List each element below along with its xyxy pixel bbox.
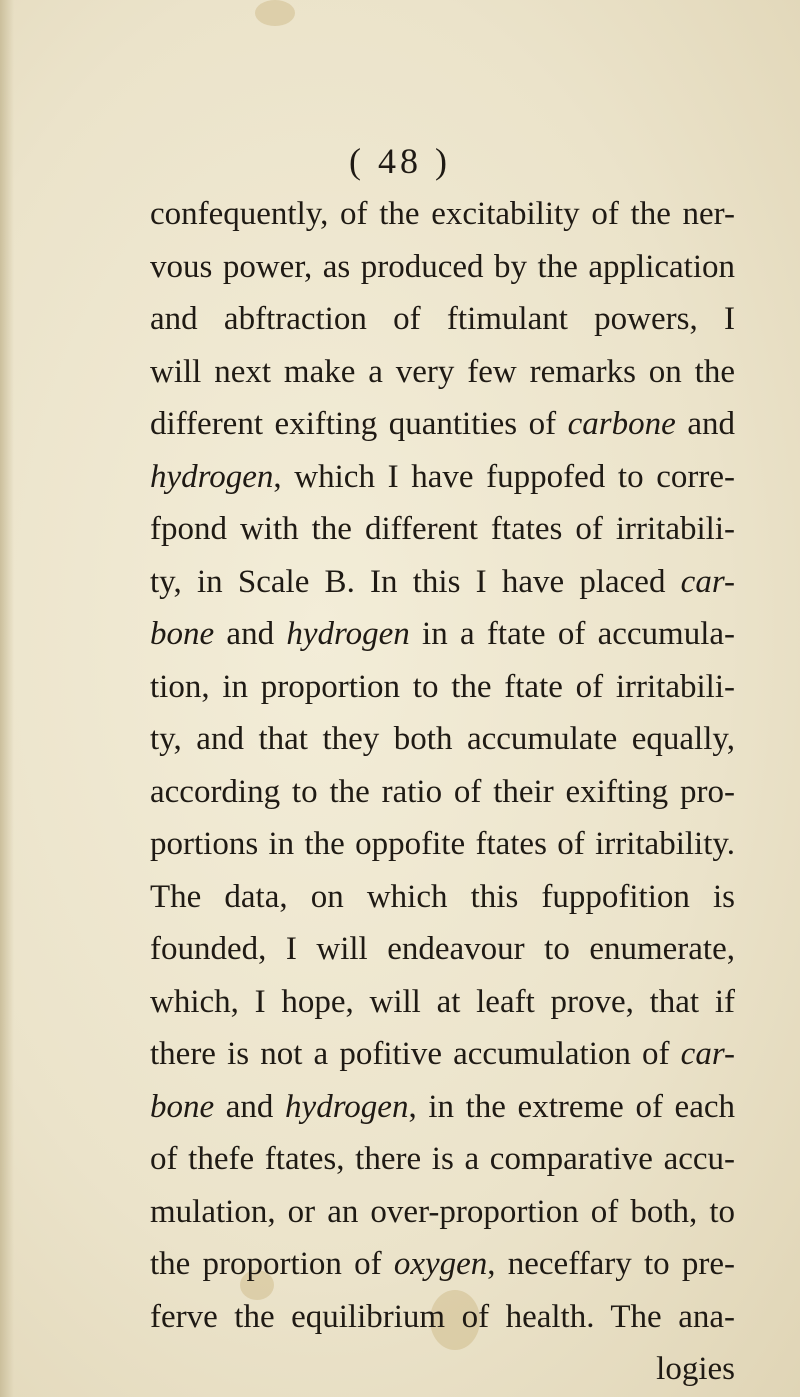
text-line	[150, 398, 735, 451]
text-line	[150, 871, 735, 924]
text-segment: founded, I will endeavour to enumerate,	[150, 931, 735, 967]
text-segment: and	[214, 1088, 286, 1125]
text-line	[150, 1238, 735, 1291]
text-segment: there is not a pofitive accumulation of	[150, 1036, 681, 1072]
italic-term: car-	[680, 563, 735, 600]
italic-term: car-	[680, 1036, 735, 1072]
text-segment: according to the ratio of their exifting pro-	[150, 773, 735, 810]
italic-term: hydrogen	[150, 458, 274, 495]
text-line	[150, 1028, 735, 1081]
text-line	[150, 503, 735, 556]
text-segment: vous power, as produced by the application	[150, 248, 735, 285]
text-segment: confequently, of the excitability of the ner-	[150, 196, 735, 232]
page-number: ( 48 )	[349, 141, 451, 181]
text-line	[150, 818, 735, 871]
text-line	[150, 1081, 735, 1134]
italic-term: oxygen	[393, 1246, 488, 1282]
text-line	[150, 188, 735, 241]
text-line	[150, 608, 735, 661]
text-segment: ty, in Scale B. In this I have placed	[150, 563, 681, 600]
text-line	[150, 451, 735, 504]
text-segment: The data, on which this fuppofition is	[150, 878, 735, 915]
text-line	[150, 976, 735, 1029]
text-segment: portions in the oppofite ftates of irritability.	[150, 826, 735, 862]
text-line	[150, 661, 735, 714]
text-segment: which, I hope, will at leaft prove, that if	[150, 983, 735, 1020]
text-segment: , neceffary to pre-	[487, 1246, 735, 1282]
text-line	[150, 1186, 735, 1239]
text-segment: , which I have fuppofed to corre-	[273, 458, 735, 495]
italic-term: hydrogen	[285, 1088, 409, 1125]
text-segment: mulation, or an over-proportion of both, to	[150, 1193, 735, 1230]
text-line	[150, 1133, 735, 1186]
text-segment: the proportion of	[150, 1246, 394, 1282]
text-segment: , in the extreme of each	[408, 1088, 735, 1125]
text-segment: of thefe ftates, there is a comparative accu-	[150, 1141, 735, 1177]
text-line	[150, 923, 735, 976]
text-segment: ferve the equilibrium of health. The ana-	[150, 1298, 735, 1335]
text-line	[150, 713, 735, 766]
text-segment: and	[675, 406, 735, 442]
italic-term: carbone	[567, 406, 676, 442]
text-segment: fpond with the different ftates of irritabili-	[150, 511, 735, 547]
italic-term: bone	[150, 1088, 215, 1125]
text-line	[150, 556, 735, 609]
text-line	[150, 766, 735, 819]
text-segment: and abftraction of ftimulant powers, I	[150, 301, 735, 337]
text-segment: different exifting quantities of	[150, 406, 568, 442]
text-segment: and	[214, 616, 287, 652]
italic-term: bone	[150, 616, 215, 652]
italic-term: hydrogen	[286, 616, 410, 652]
page-edge-shadow	[0, 0, 14, 1397]
text-segment: will next make a very few remarks on the	[150, 353, 735, 390]
body-text	[150, 188, 735, 1396]
text-line	[150, 1291, 735, 1344]
text-segment: in a ftate of accumula-	[409, 616, 735, 652]
text-line	[150, 293, 735, 346]
paper-stain	[255, 0, 295, 26]
text-line	[150, 241, 735, 294]
text-line	[150, 346, 735, 399]
text-segment: tion, in proportion to the ftate of irritabili-	[150, 668, 735, 705]
catchword: logies	[656, 1351, 735, 1387]
text-segment: ty, and that they both accumulate equally,	[150, 721, 735, 757]
